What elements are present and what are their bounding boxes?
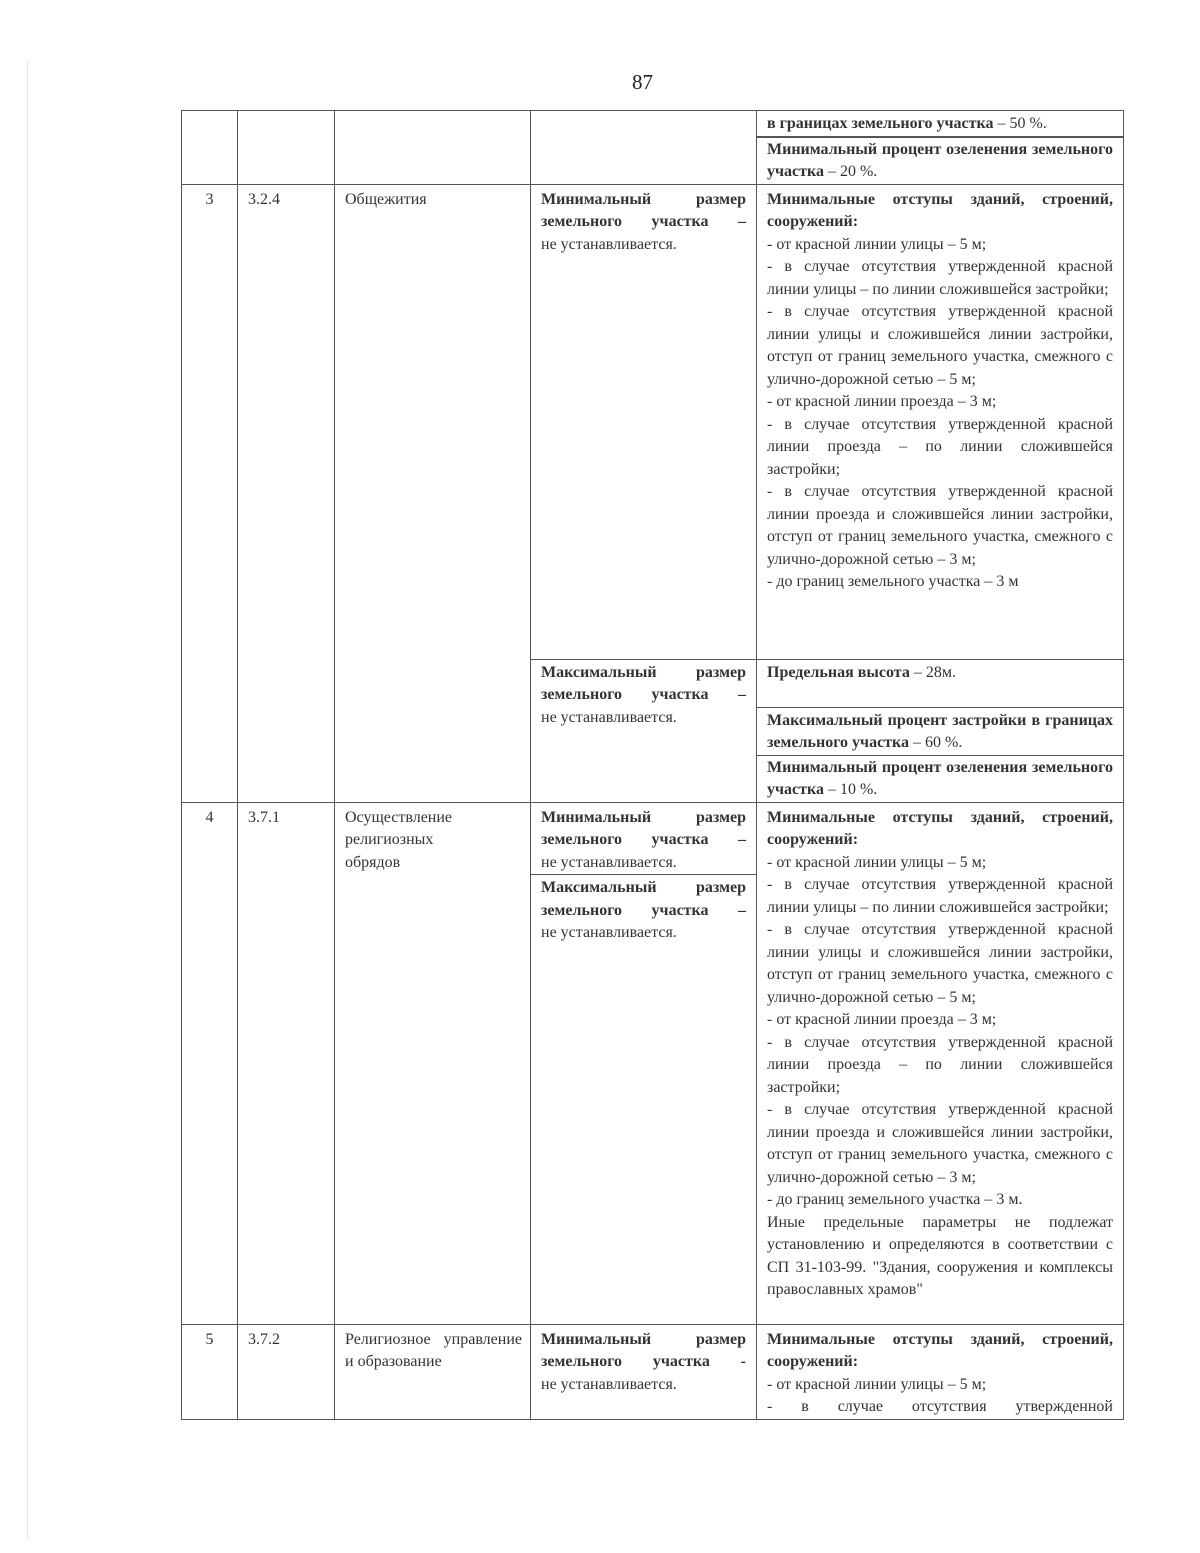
scan-edge-line xyxy=(27,60,28,1540)
setback-item: - в случае отсутствия утвержденной красной линии проезда и сложившейся линии застройки, отступ от границ земельного участка, смежного с улично-дорожной сетью – 3 м; xyxy=(767,483,1113,568)
row-code: 3.2.4 xyxy=(238,184,335,802)
setback-item: - до границ земельного участка – 3 м xyxy=(767,573,1019,590)
row-code: 3.7.2 xyxy=(238,1324,335,1419)
min-size-block xyxy=(531,803,756,875)
setback-item: - от красной линии улицы – 5 м; xyxy=(767,1375,987,1393)
max-size-block xyxy=(531,874,756,945)
max-size-block xyxy=(531,659,756,730)
regulations-table xyxy=(181,110,1124,1420)
green-percent-block: Минимальный процент озеленения земельного участка – 10 %. xyxy=(757,755,1123,802)
cell-params xyxy=(757,802,1124,1324)
cell-num xyxy=(182,111,238,185)
row-number: 4 xyxy=(182,802,238,1324)
min-size-title: Минимальный размер земельного участка – xyxy=(541,808,746,848)
setback-item: - от красной линии проезда – 3 м; xyxy=(767,1011,997,1028)
max-size-title: Максимальный размер земельного участка – xyxy=(541,879,746,919)
min-size-value: не устанавливается. xyxy=(541,235,677,253)
cell-name xyxy=(335,111,531,185)
row-number: 5 xyxy=(182,1324,238,1419)
setback-item: - до границ земельного участка – 3 м. xyxy=(767,1191,1023,1208)
setback-title: Минимальные отступы зданий, строений, сооружений: xyxy=(767,808,1113,848)
setback-item: - от красной линии улицы – 5 м; xyxy=(767,235,987,253)
setbacks-block xyxy=(757,185,1123,659)
setback-item: - в случае отсутствия утвержденной xyxy=(767,1398,1113,1415)
row-name: Осуществление религиозных обрядов xyxy=(335,802,531,1324)
min-size-value: не устанавливается. xyxy=(541,853,677,871)
row-name: Религиозное управление и образование xyxy=(335,1324,531,1419)
height-block: Предельная высота – 28м. xyxy=(757,659,1123,707)
cell-params xyxy=(757,111,1124,185)
setback-title: Минимальные отступы зданий, строений, сооружений: xyxy=(767,1330,1113,1370)
setbacks-block xyxy=(757,1325,1123,1419)
setback-item: - в случае отсутствия утвержденной красной линии проезда – по линии сложившейся застройки; xyxy=(767,415,1113,478)
row-name: Общежития xyxy=(335,184,531,802)
cell-params xyxy=(757,184,1124,802)
table-row-continuation xyxy=(182,111,1124,185)
table-row-3 xyxy=(182,184,1124,802)
setback-item: - от красной линии проезда – 3 м; xyxy=(767,393,997,410)
setback-item: - в случае отсутствия утвержденной красной линии проезда и сложившейся линии застройки, отступ от границ земельного участка, смежного с улично-дорожной сетью – 3 м; xyxy=(767,1101,1113,1186)
setback-item: - в случае отсутствия утвержденной красной линии улицы и сложившейся линии застройки, отступ от границ земельного участка, смежного с улично-дорожной сетью – 5 м; xyxy=(767,303,1113,388)
max-size-value: не устанавливается. xyxy=(541,708,677,726)
min-size-block xyxy=(531,185,756,659)
max-size-value: не устанавливается. xyxy=(541,924,677,941)
cell-size xyxy=(531,1324,757,1419)
cell-code xyxy=(238,111,335,185)
table-row-5 xyxy=(182,1324,1124,1419)
setback-item: - в случае отсутствия утвержденной красной линии проезда – по линии сложившейся застройки; xyxy=(767,1033,1113,1096)
cell-size xyxy=(531,802,757,1324)
min-size-block xyxy=(531,1325,756,1397)
cell-size xyxy=(531,184,757,802)
table-row-4 xyxy=(182,802,1124,1324)
setback-item: - от красной линии улицы – 5 м; xyxy=(767,853,987,871)
cell-params xyxy=(757,1324,1124,1419)
green-percent: Минимальный процент озеленения земельного участка – 20 %. xyxy=(757,137,1123,184)
min-size-title: Минимальный размер земельного участка - xyxy=(541,1330,746,1370)
cell-size xyxy=(531,111,757,185)
setbacks-block xyxy=(757,803,1123,1324)
setback-title: Минимальные отступы зданий, строений, сооружений: xyxy=(767,190,1113,230)
setback-item: - в случае отсутствия утвержденной красной линии улицы – по линии сложившейся застройки; xyxy=(767,258,1113,298)
max-size-title: Максимальный размер земельного участка – xyxy=(541,663,746,703)
page-number: 87 xyxy=(632,70,653,94)
setback-item: - в случае отсутствия утвержденной красной линии улицы – по линии сложившейся застройки; xyxy=(767,876,1113,916)
build-percent-block: Максимальный процент застройки в границах земельного участка – 60 %. xyxy=(757,707,1123,755)
min-size-title: Минимальный размер земельного участка – xyxy=(541,190,746,230)
min-size-value: не устанавливается. xyxy=(541,1375,677,1393)
row-code: 3.7.1 xyxy=(238,802,335,1324)
setback-item: - в случае отсутствия утвержденной красной линии улицы и сложившейся линии застройки, отступ от границ земельного участка, смежного с улично-дорожной сетью – 5 м; xyxy=(767,921,1113,1006)
row-number: 3 xyxy=(182,184,238,802)
build-percent-continued: в границах земельного участка – 50 %. xyxy=(757,111,1123,137)
other-parameters: Иные предельные параметры не подлежат установлению и определяются в соответствии с СП 31-103-99. "Здания, сооружения и комплексы православных храмов" xyxy=(767,1213,1113,1298)
